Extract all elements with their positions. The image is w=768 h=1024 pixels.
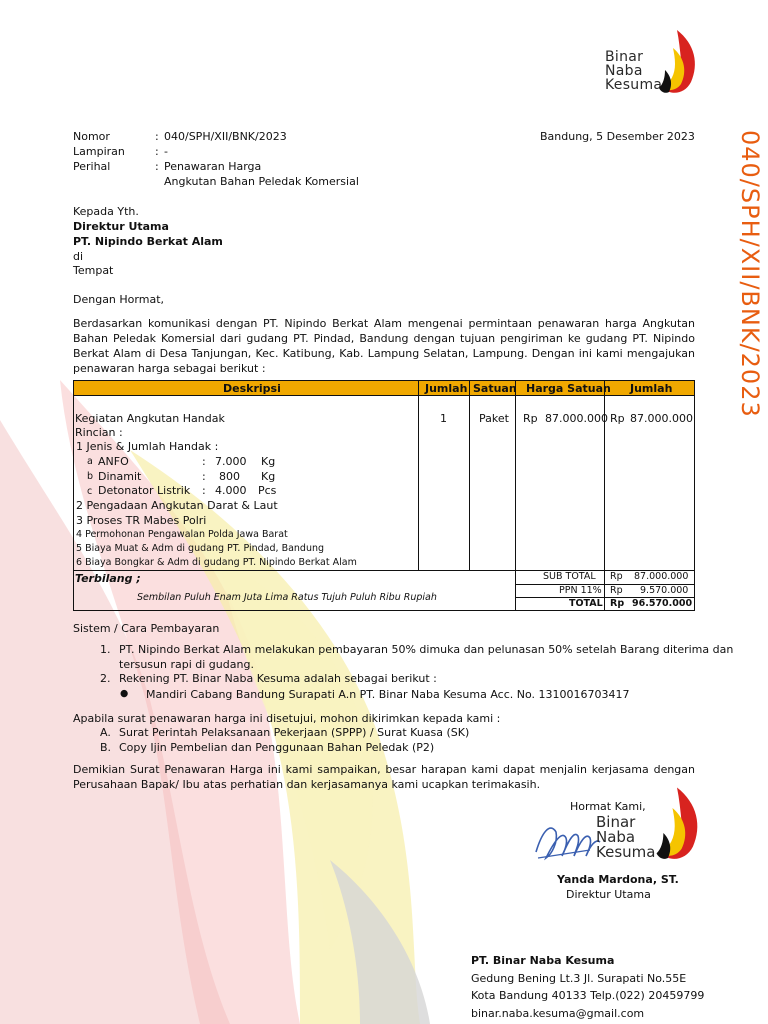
subtotal-label: SUB TOTAL [543, 571, 596, 582]
perihal-value-2: Angkutan Bahan Peledak Komersial [164, 175, 359, 188]
vertical-reference-number: 040/SPH/XII/BNK/2023 [736, 130, 764, 418]
terbilang-value: Sembilan Puluh Enam Juta Lima Ratus Tujuh Puluh Ribu Rupiah [137, 592, 437, 603]
total-currency: Rp [610, 598, 625, 609]
explosive-name-anfo: ANFO [98, 455, 129, 468]
th-jumlah-total: Jumlah [630, 382, 673, 395]
unit-price-value: 87.000.000 [545, 412, 608, 425]
intro-paragraph: Berdasarkan komunikasi dengan PT. Nipindo Berkat Alam mengenai permintaan penawaran harga Angkutan Bahan Peledak Komersial dari gudang PT. Pindad, Bandung dengan tujuan pengiriman ke gudang PT. Nipindo Berkat Alam di Desa Tanjungan, Kec. Katibung, Kab. Lampung Selatan, Lampung. Dengan ini kami mengajukan penawaran harga sebagai berikut : [73, 317, 695, 375]
explosive-letter-b: b [87, 471, 94, 482]
logo-line-2: Naba [605, 63, 643, 79]
explosive-colon-c: : [202, 484, 206, 497]
explosive-letter-c: c [87, 486, 93, 497]
perihal-label: Perihal [73, 160, 111, 173]
signature-image [532, 812, 602, 867]
explosive-letter-a: a [87, 456, 93, 467]
line-total-value: 87.000.000 [630, 412, 693, 425]
nomor-label: Nomor [73, 130, 110, 143]
footer-company: PT. Binar Naba Kesuma [471, 954, 615, 967]
approval-b-text: Copy Ijin Pembelian dan Penggunaan Bahan Peledak (P2) [119, 741, 435, 754]
recipient-company: PT. Nipindo Berkat Alam [73, 235, 223, 248]
logo-line-1: Binar [605, 49, 644, 65]
rincian-item-6: 6 Biaya Bongkar & Adm di gudang PT. Nipindo Berkat Alam [76, 557, 357, 568]
explosive-name-dinamit: Dinamit [98, 470, 142, 483]
subtotal-currency: Rp [610, 571, 623, 582]
greeting: Dengan Hormat, [73, 293, 164, 306]
item-qty: 1 [440, 412, 447, 425]
line-total-currency: Rp [610, 412, 625, 425]
bank-account: Mandiri Cabang Bandung Surapati A.n PT. Binar Naba Kesuma Acc. No. 1310016703417 [146, 688, 630, 701]
recipient-kepada: Kepada Yth. [73, 205, 139, 218]
place-date: Bandung, 5 Desember 2023 [540, 130, 695, 143]
explosive-amount-dinamit: 800 [219, 470, 240, 483]
stamp-line-2: Naba [596, 828, 636, 846]
ppn-value: 9.570.000 [640, 585, 689, 596]
explosive-name-detonator: Detonator Listrik [98, 484, 191, 497]
rincian-item-3: 3 Proses TR Mabes Polri [76, 514, 207, 527]
unit-price-currency: Rp [523, 412, 538, 425]
th-jumlah-qty: Jumlah [425, 382, 468, 395]
explosive-colon-b: : [202, 470, 206, 483]
terbilang-label: Terbilang ; [75, 572, 141, 585]
ppn-label: PPN 11% [559, 585, 602, 596]
lampiran-colon: : [155, 145, 159, 158]
footer-address-1: Gedung Bening Lt.3 Jl. Surapati No.55E [471, 971, 687, 985]
payment-item-1-line-2: tersusun rapi di gudang. [119, 658, 254, 671]
th-harga-satuan: Harga Satuan [526, 382, 611, 395]
logo-line-3: Kesuma [605, 77, 663, 93]
stamp-flame-icon [652, 785, 702, 865]
signature-company-stamp [596, 785, 706, 875]
nomor-colon: : [155, 130, 159, 143]
payment-title: Sistem / Cara Pembayaran [73, 622, 220, 635]
approval-b-letter: B. [100, 741, 112, 754]
th-deskripsi: Deskripsi [223, 382, 281, 395]
approval-a-letter: A. [100, 726, 111, 739]
th-satuan: Satuan [473, 382, 517, 395]
item-title: Kegiatan Angkutan Handak [75, 412, 225, 425]
footer-email[interactable]: binar.naba.kesuma@gmail.com [471, 1006, 645, 1020]
item-unit: Paket [479, 412, 509, 425]
approval-intro: Apabila surat penawaran harga ini disetujui, mohon dikirimkan kepada kami : [73, 712, 501, 725]
company-logo [605, 30, 725, 100]
bullet-icon: ● [120, 688, 129, 699]
explosive-amount-detonator: 4.000 [215, 484, 247, 497]
ppn-currency: Rp [610, 585, 623, 596]
stamp-line-1: Binar [596, 813, 636, 831]
lampiran-label: Lampiran [73, 145, 125, 158]
total-value: 96.570.000 [632, 598, 693, 609]
explosive-amount-anfo: 7.000 [215, 455, 247, 468]
total-label: TOTAL [569, 598, 603, 609]
recipient-tempat: Tempat [73, 264, 114, 277]
flame-icon [655, 30, 699, 96]
footer-address-2: Kota Bandung 40133 Telp.(022) 20459799 [471, 989, 705, 1002]
recipient-di: di [73, 250, 84, 263]
rincian-item-4: 4 Permohonan Pengawalan Polda Jawa Barat [76, 529, 288, 540]
stamp-line-3: Kesuma [596, 843, 656, 861]
hormat-kami: Hormat Kami, [570, 800, 646, 813]
nomor-value: 040/SPH/XII/BNK/2023 [164, 130, 287, 143]
rincian-label: Rincian : [75, 426, 123, 439]
recipient-title: Direktur Utama [73, 220, 169, 233]
rincian-item-1: 1 Jenis & Jumlah Handak : [76, 440, 219, 453]
rincian-item-5: 5 Biaya Muat & Adm di gudang PT. Pindad, Bandung [76, 543, 325, 554]
approval-a-text: Surat Perintah Pelaksanaan Pekerjaan (SPPP) / Surat Kuasa (SK) [119, 726, 470, 739]
closing-paragraph: Demikian Surat Penawaran Harga ini kami sampaikan, besar harapan kami dapat menjalin kerjasama dengan Perusahaan Bapak/ Ibu atas perhatian dan kerjasamanya kami ucapkan terimakasih. [73, 763, 695, 791]
explosive-unit-anfo: Kg [261, 455, 276, 468]
signer-name: Yanda Mardona, ST. [557, 873, 679, 886]
payment-item-1-line-1: PT. Nipindo Berkat Alam melakukan pembayaran 50% dimuka dan pelunasan 50% setelah Barang diterima dan [119, 643, 734, 656]
perihal-value-1: Penawaran Harga [164, 160, 262, 173]
lampiran-value: - [164, 145, 168, 158]
subtotal-value: 87.000.000 [634, 571, 689, 582]
payment-item-1-number: 1. [100, 643, 111, 656]
footer-address [471, 952, 704, 1022]
perihal-colon: : [155, 160, 159, 173]
rincian-item-2: 2 Pengadaan Angkutan Darat & Laut [76, 499, 278, 512]
payment-item-2-number: 2. [100, 672, 111, 685]
explosive-unit-dinamit: Kg [261, 470, 276, 483]
payment-item-2: Rekening PT. Binar Naba Kesuma adalah sebagai berikut : [119, 672, 437, 685]
signer-title: Direktur Utama [566, 888, 651, 901]
explosive-unit-detonator: Pcs [258, 484, 277, 497]
explosive-colon-a: : [202, 455, 206, 468]
